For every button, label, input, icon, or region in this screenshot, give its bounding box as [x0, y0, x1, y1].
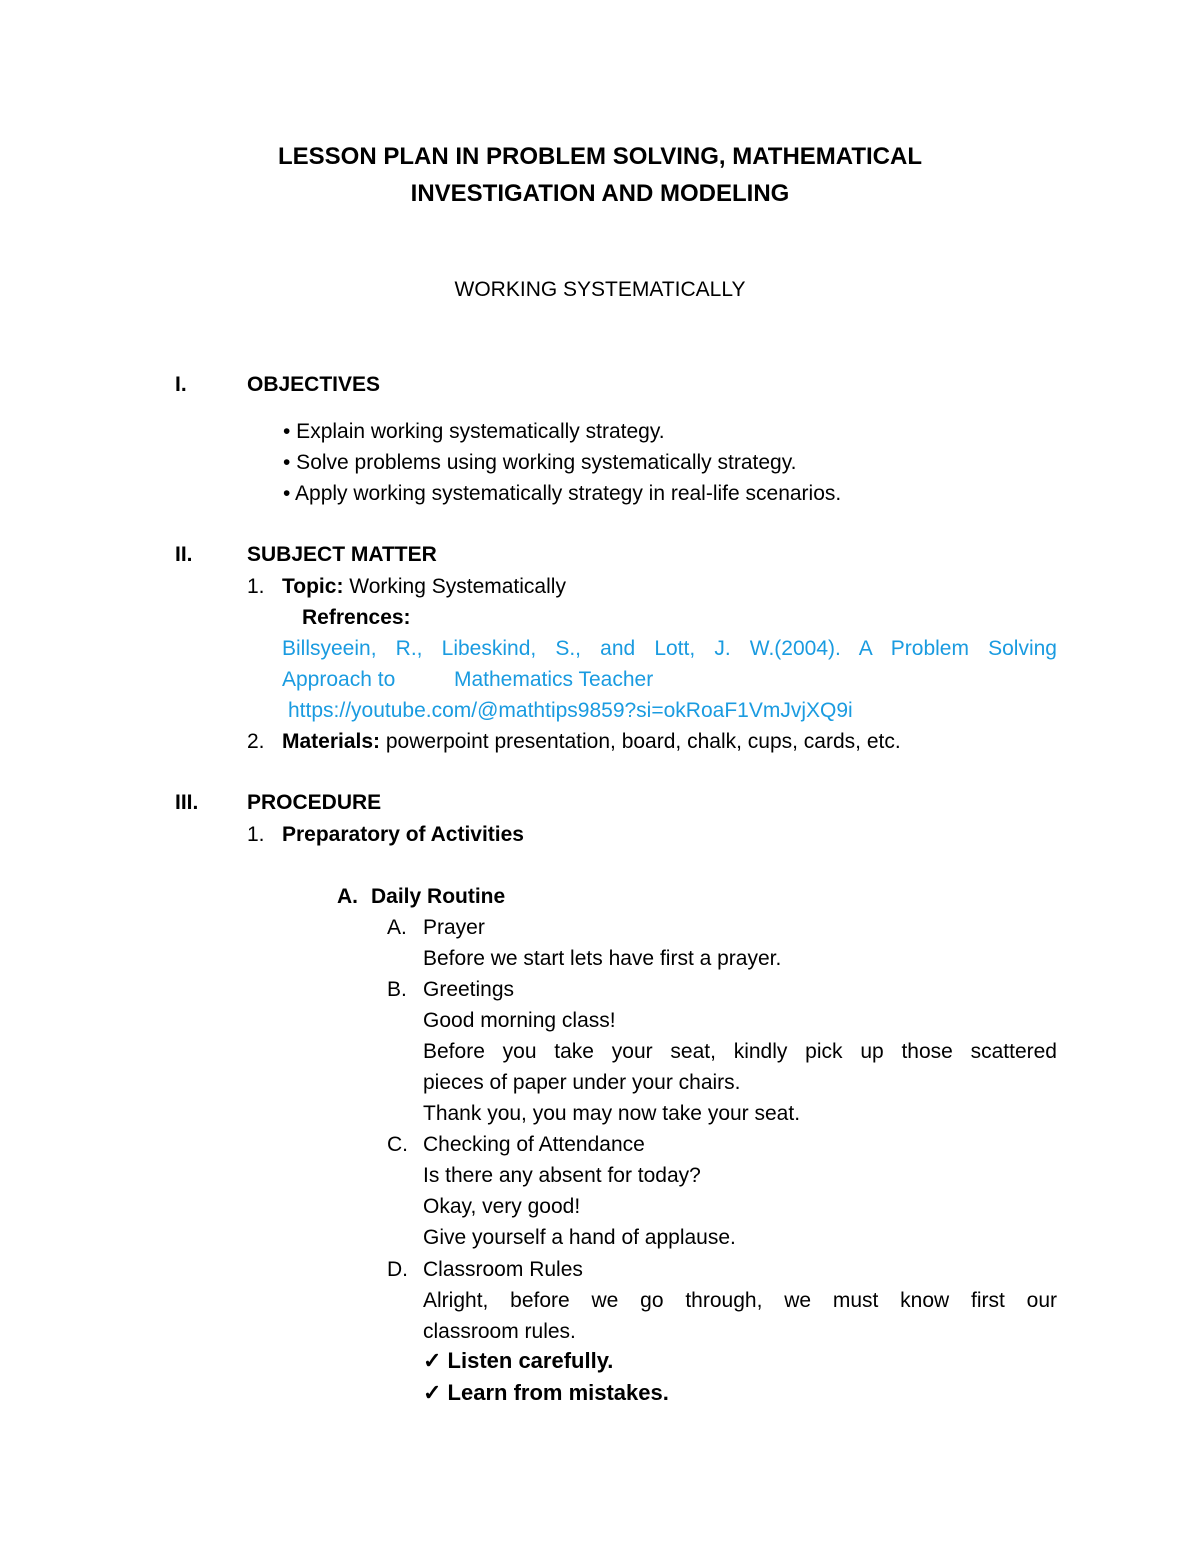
section-heading-subject-matter: SUBJECT MATTER — [247, 543, 437, 566]
materials-number: 2. — [247, 730, 265, 753]
greetings-text-1: Good morning class! — [423, 1009, 616, 1032]
greetings-text-3: pieces of paper under your chairs. — [423, 1071, 741, 1094]
objective-item-2: • Solve problems using working systematically strategy. — [283, 451, 797, 474]
rules-text-2: classroom rules. — [423, 1320, 576, 1343]
attendance-heading: Checking of Attendance — [423, 1133, 645, 1156]
attendance-letter: C. — [387, 1133, 408, 1156]
reference-citation-journal: Mathematics Teacher — [454, 668, 654, 691]
materials-label: Materials: — [282, 730, 381, 753]
section-numeral-objectives: I. — [175, 373, 187, 396]
document-subtitle: WORKING SYSTEMATICALLY — [454, 278, 746, 301]
materials-line — [282, 726, 901, 757]
prayer-letter: A. — [387, 916, 407, 939]
objective-item-1: • Explain working systematically strategy. — [283, 420, 665, 443]
greetings-text-2: Before you take your seat, kindly pick up those scattered — [423, 1040, 1057, 1063]
rules-heading: Classroom Rules — [423, 1258, 583, 1281]
materials-value: powerpoint presentation, board, chalk, cups, cards, etc. — [380, 730, 901, 753]
rules-text-1: Alright, before we go through, we must know first our — [423, 1289, 1057, 1312]
document-title-line-2: INVESTIGATION AND MODELING — [410, 180, 790, 207]
section-numeral-procedure: III. — [175, 791, 199, 814]
prayer-text: Before we start lets have first a prayer. — [423, 947, 782, 970]
attendance-text-2: Okay, very good! — [423, 1195, 581, 1218]
rule-item-learn: ✓ Learn from mistakes. — [423, 1380, 669, 1405]
attendance-text-3: Give yourself a hand of applause. — [423, 1226, 736, 1249]
procedure-step-number: 1. — [247, 823, 265, 846]
reference-citation-continued: Approach to — [282, 668, 396, 691]
topic-label: Topic: — [282, 575, 344, 598]
reference-url-link[interactable]: https://youtube.com/@mathtips9859?si=okRoaF1VmJvjXQ9i — [288, 699, 853, 722]
section-heading-objectives: OBJECTIVES — [247, 373, 381, 396]
daily-routine-letter: A. — [337, 885, 358, 908]
objective-item-3: • Apply working systematically strategy in real-life scenarios. — [283, 482, 842, 505]
rules-letter: D. — [387, 1258, 408, 1281]
rule-item-listen: ✓ Listen carefully. — [423, 1348, 614, 1373]
section-numeral-subject-matter: II. — [175, 543, 193, 566]
attendance-text-1: Is there any absent for today? — [423, 1164, 701, 1187]
reference-citation: Billsyeein, R., Libeskind, S., and Lott, J. W.(2004). A Problem Solving — [282, 637, 1057, 660]
daily-routine-heading: Daily Routine — [371, 885, 506, 908]
greetings-letter: B. — [387, 978, 407, 1001]
greetings-heading: Greetings — [423, 978, 515, 1001]
topic-number: 1. — [247, 575, 265, 598]
topic-line — [282, 571, 566, 602]
topic-value: Working Systematically — [343, 575, 566, 598]
greetings-text-4: Thank you, you may now take your seat. — [423, 1102, 801, 1125]
section-heading-procedure: PROCEDURE — [247, 791, 382, 814]
document-title-line-1: LESSON PLAN IN PROBLEM SOLVING, MATHEMATICAL — [278, 143, 922, 170]
prayer-heading: Prayer — [423, 916, 485, 939]
procedure-step-label: Preparatory of Activities — [282, 823, 524, 846]
references-label: Refrences: — [302, 606, 411, 629]
